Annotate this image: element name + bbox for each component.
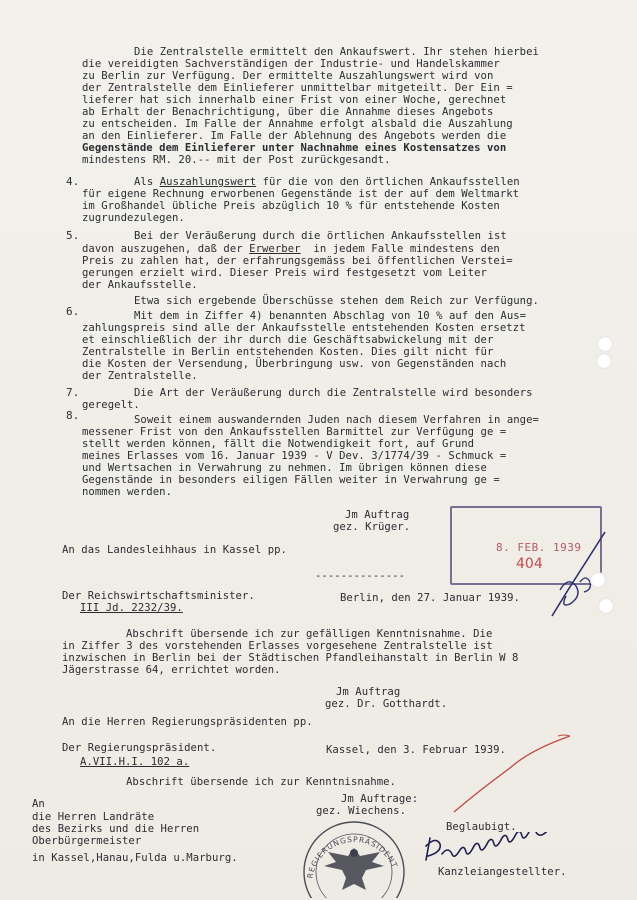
punch-hole xyxy=(590,572,606,588)
section2-body-line: inzwischen in Berlin bei der Städtischen Pfandleihanstalt in Berlin W 8 xyxy=(62,652,519,664)
signature-role: Jm Auftrage: xyxy=(341,793,419,805)
sender-title: Der Reichswirtschaftsminister. xyxy=(62,590,255,602)
punch-hole xyxy=(598,598,614,614)
section2-body-line: Abschrift übersende ich zur gefälligen Kenntnisnahme. Die xyxy=(126,628,493,640)
item4-line: für eigene Rechnung erworbenen Gegenstände ist der auf dem Weltmarkt xyxy=(82,188,520,200)
item6-line: zahlungspreis sind alle der Ankaufsstelle entstehenden Kosten ersetzt xyxy=(82,322,526,334)
section2-body-line: in Ziffer 3 des vorstehenden Erlasses vorgesehene Zentralstelle ist xyxy=(62,640,493,652)
item-number: 7. xyxy=(66,386,80,399)
item7-line: geregelt. xyxy=(82,399,140,411)
item7-line: Die Art der Veräußerung durch die Zentralstelle wird besonders xyxy=(134,387,533,399)
signature-name: gez. Dr. Gotthardt. xyxy=(325,698,448,710)
item6-line: Zentralstelle in Berlin entstehenden Kosten. Dies gilt nicht für xyxy=(82,346,494,358)
divider-line: -------------- xyxy=(315,570,405,582)
clerk-title: Kanzleiangestellter. xyxy=(438,866,567,878)
handwritten-signature-icon xyxy=(420,832,600,868)
recipient-address: An die Herren Regierungspräsidenten pp. xyxy=(62,716,313,728)
place-date: Berlin, den 27. Januar 1939. xyxy=(340,592,520,604)
item5-line: der Ankaufsstelle. xyxy=(82,279,198,291)
item8-line: messener Frist von den Ankaufsstellen Barmittel zur Verfügung ge = xyxy=(82,426,507,438)
section2-body-line: Jägerstrasse 64, errichtet worden. xyxy=(62,664,281,676)
recipients-line: in Kassel,Hanau,Fulda u.Marburg. xyxy=(32,852,238,864)
item8-line: nommen werden. xyxy=(82,486,172,498)
item5-surplus: Etwa sich ergebende Überschüsse stehen dem Reich zur Verfügung. xyxy=(134,295,539,307)
item4-text: für die von den örtlichen Ankaufsstellen xyxy=(256,176,520,188)
seal-text: REGIERUNGSPRÄSIDENT xyxy=(305,834,400,880)
item5-line: Bei der Veräußerung durch die örtlichen Ankaufsstellen ist xyxy=(134,230,507,242)
stamp-number: 404 xyxy=(516,556,543,572)
item4-line xyxy=(134,176,520,188)
item5-underlined: Erwerber xyxy=(249,243,301,255)
signature-name: gez. Wiechens. xyxy=(316,805,406,817)
recipient-address: An das Landesleihhaus in Kassel pp. xyxy=(62,544,287,556)
item8-line: Gegenstände in besonders eiligen Fällen weiter in Verwahrung ge = xyxy=(82,474,500,486)
item-number: 8. xyxy=(66,409,80,422)
punch-hole xyxy=(596,353,612,369)
item6-line: Mit dem in Ziffer 4) benannten Abschlag von 10 % auf den Aus= xyxy=(134,310,527,322)
item6-line: die Kosten der Versendung, Überbringung usw. von Gegenständen nach xyxy=(82,358,507,370)
punch-hole xyxy=(597,336,613,352)
recipients-line: An xyxy=(32,798,45,810)
recipients-line: die Herren Landräte xyxy=(32,811,155,823)
item4-line: im Großhandel übliche Preis abzüglich 10 % für entstehende Kosten xyxy=(82,200,500,212)
recipients-line: Oberbürgermeister xyxy=(32,835,142,847)
item8-line: stellt werden können, fällt die Notwendigkeit fort, auf Grund xyxy=(82,438,475,450)
reference-number: A.VII.H.I. 102 a. xyxy=(80,756,190,768)
paragraph3-line: der Zentralstelle dem Einlieferer unmittelbar mitgeteilt. Der Ein = xyxy=(82,82,513,94)
item8-line: und Wertsachen in Verwahrung zu nehmen. Im übrigen können diese xyxy=(82,462,487,474)
official-seal-icon xyxy=(298,812,410,898)
item4-line: zugrundezulegen. xyxy=(82,212,185,224)
red-pencil-mark-icon xyxy=(440,730,590,820)
paragraph3-line: zu entscheiden. Im Falle der Annahme erfolgt alsbald die Auszahlung xyxy=(82,118,513,130)
paragraph3-line: an den Einlieferer. Im Falle der Ablehnung des Angebots werden die xyxy=(82,130,507,142)
section3-body: Abschrift übersende ich zur Kenntnisnahme. xyxy=(126,776,396,788)
item8-line: Soweit einem auswandernden Juden nach diesem Verfahren in ange= xyxy=(134,414,539,426)
paragraph3-line: lieferer hat sich innerhalb einer Frist von einer Woche, gerechnet xyxy=(82,94,507,106)
item-number: 4. xyxy=(66,175,80,188)
sender-title: Der Regierungspräsident. xyxy=(62,742,217,754)
signature-role: Jm Auftrag xyxy=(345,509,410,521)
paragraph3-line: zu Berlin zur Verfügung. Der ermittelte Auszahlungswert wird von xyxy=(82,70,494,82)
item4-underlined: Auszahlungswert xyxy=(159,176,257,188)
signature-name: gez. Krüger. xyxy=(333,521,411,533)
item-number: 5. xyxy=(66,229,80,242)
item5-text: in jedem Falle mindestens den xyxy=(300,243,500,255)
paragraph3-line: ab Erhalt der Benachrichtigung, über die Annahme dieses Angebots xyxy=(82,106,494,118)
item-number: 6. xyxy=(66,305,80,318)
paragraph3-line: Die Zentralstelle ermittelt den Ankaufswert. Ihr stehen hierbei xyxy=(134,46,539,58)
item6-line: et einschließlich der ihr durch die Geschäftsabwickelung mit der xyxy=(82,334,494,346)
item5-line: gerungen erzielt wird. Dieser Preis wird festgesetzt vom Leiter xyxy=(82,267,487,279)
item4-text: Als xyxy=(134,176,160,188)
reference-number: III Jd. 2232/39. xyxy=(80,602,183,614)
paragraph3-line: mindestens RM. 20.-- mit der Post zurückgesandt. xyxy=(82,154,391,166)
recipients-line: des Bezirks und die Herren xyxy=(32,823,200,835)
stamp-date: 8. FEB. 1939 xyxy=(496,541,582,554)
item8-line: meines Erlasses vom 16. Januar 1939 - V Dev. 3/1774/39 - Schmuck = xyxy=(82,450,507,462)
item5-line: Preis zu zahlen hat, der erfahrungsgemäss bei öffentlichen Verstei= xyxy=(82,255,513,267)
item5-line xyxy=(82,243,500,255)
paragraph3-line: die vereidigten Sachverständigen der Industrie- und Handelskammer xyxy=(82,58,500,70)
paragraph3-line: Gegenstände dem Einlieferer unter Nachnahme eines Kostensatzes von xyxy=(82,142,507,154)
place-date: Kassel, den 3. Februar 1939. xyxy=(326,744,506,756)
item5-text: davon auszugehen, daß der xyxy=(82,243,250,255)
certified-label: Beglaubigt. xyxy=(446,821,517,833)
signature-role: Jm Auftrag xyxy=(336,686,401,698)
item6-line: der Zentralstelle. xyxy=(82,370,198,382)
